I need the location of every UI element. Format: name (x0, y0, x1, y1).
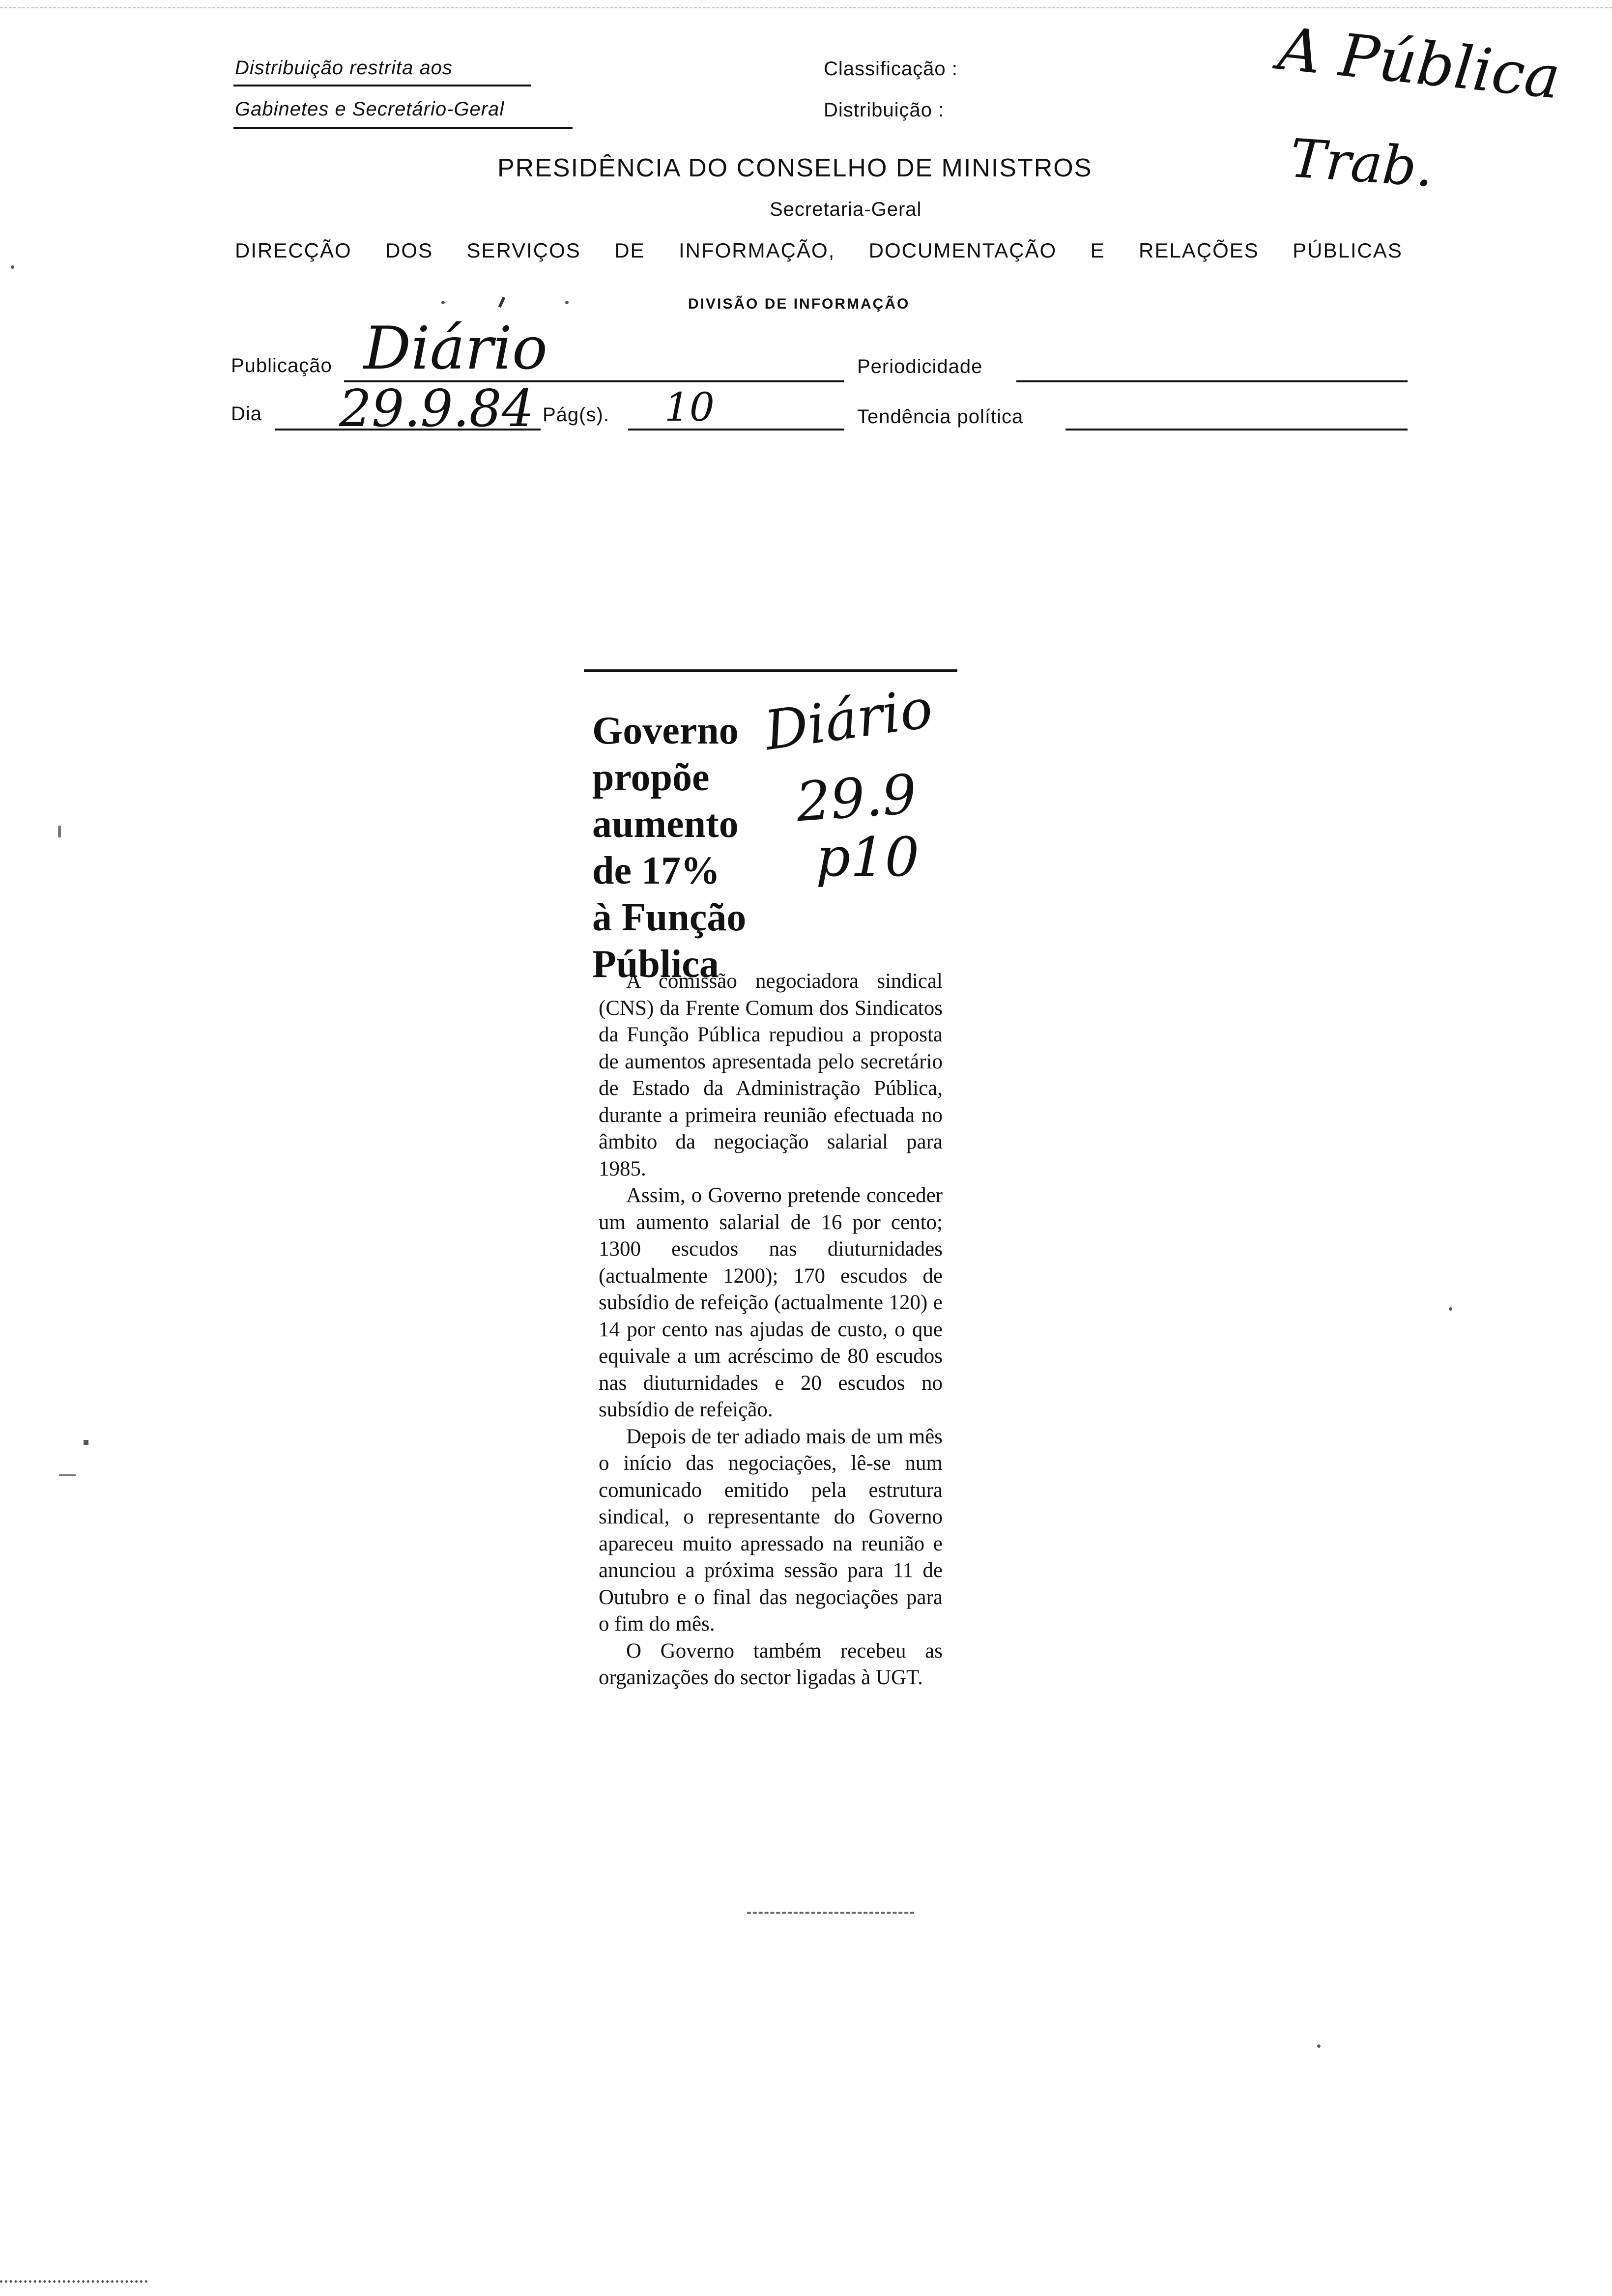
clipping-handwritten-note-1: Diário (760, 676, 937, 763)
headline-line: de 17% (592, 849, 720, 892)
distribution-underline-2 (233, 127, 573, 129)
periodicidade-line (1016, 380, 1408, 382)
stray-mark (565, 301, 569, 304)
scan-mark (58, 826, 61, 837)
dia-handwritten-value: 29.9.84 (339, 378, 534, 438)
dia-label: Dia (231, 403, 262, 425)
classificacao-label: Classificação : (824, 58, 958, 80)
pags-line (628, 429, 844, 430)
pags-label: Pág(s). (543, 404, 609, 426)
tendencia-label: Tendência política (857, 406, 1024, 428)
article-paragraph: Assim, o Governo pretende conceder um aumento salarial de 16 por cento; 1300 escudos nas diuturnidades (actualmente 1200); 170 escudos de subsídio de refeição (actualmente 120) e 14 por cento nas ajudas de custo, o que equivale a um acréscimo de 80 escudos nas diuturnidades e 20 escudos no subsídio de refeição. (599, 1184, 943, 1421)
distribution-line-1: Distribuição restrita aos (235, 57, 453, 79)
publicacao-label: Publicação (231, 355, 332, 376)
article-paragraph: A comissão negociadora sindical (CNS) da Frente Comum dos Sindicatos da Função Pública repudiou a proposta de aumentos apresentada pelo secretário de Estado da Administração Pública, durante a primeira reunião efectuada no âmbito da negociação salarial para 1985. (599, 970, 943, 1180)
scan-mark (84, 1440, 88, 1445)
scan-mark (0, 2280, 147, 2283)
corner-handwritten-note-1: A Pública (1275, 15, 1563, 113)
clipping-top-rule (584, 669, 957, 672)
scan-mark (11, 265, 14, 269)
distribution-line-2: Gabinetes e Secretário-Geral (235, 98, 505, 120)
clipping-handwritten-note-3: p10 (816, 826, 920, 889)
headline-line: propõe (592, 756, 710, 799)
article-paragraph: Depois de ter adiado mais de um mês o início das negociações, lê-se num comunicado emitido pela estrutura sindical, o representante do Governo apareceu muito apressado na reunião e anunciou a próxima sessão para 11 de Outubro e o final das negociações para o fim do mês. (599, 1425, 943, 1636)
clipping-handwritten-note-2: 29.9 (794, 762, 919, 834)
divisao-title: DIVISÃO DE INFORMAÇÃO (688, 296, 910, 312)
ministry-title: PRESIDÊNCIA DO CONSELHO DE MINISTROS (497, 154, 1093, 182)
clipping-bottom-rule (747, 1912, 914, 1914)
direccao-word: DIRECÇÃO (235, 239, 352, 262)
top-edge-line (0, 7, 1612, 8)
tendencia-line (1065, 429, 1408, 430)
headline-line: Pública (592, 943, 719, 986)
article-headline (592, 708, 789, 988)
direccao-word: DE (614, 239, 645, 262)
scan-mark (59, 1474, 76, 1476)
pags-handwritten-value: 10 (664, 384, 715, 430)
direccao-word: RELAÇÕES (1139, 239, 1259, 262)
direccao-line (235, 239, 1403, 262)
headline-line: Governo (592, 709, 739, 752)
stray-mark (441, 301, 445, 304)
publicacao-handwritten-value: Diário (364, 315, 548, 383)
article-body (599, 968, 943, 1692)
distribuicao-label: Distribuição : (824, 99, 945, 121)
direccao-word: DOS (385, 239, 433, 262)
scan-mark (1449, 1307, 1452, 1311)
direccao-word: DOCUMENTAÇÃO (868, 239, 1057, 262)
headline-line: à Função (592, 896, 747, 939)
scan-mark (1317, 2044, 1321, 2048)
direccao-word: PÚBLICAS (1293, 239, 1403, 262)
headline-line: aumento (592, 803, 739, 846)
corner-handwritten-note-2: Trab. (1288, 127, 1436, 200)
distribution-underline-1 (233, 85, 531, 86)
periodicidade-label: Periodicidade (857, 356, 983, 377)
stray-mark (498, 297, 506, 308)
secretaria-title: Secretaria-Geral (770, 199, 922, 220)
direccao-word: E (1090, 239, 1105, 262)
direccao-word: INFORMAÇÃO, (678, 239, 835, 262)
direccao-word: SERVIÇOS (466, 239, 581, 262)
article-paragraph: O Governo também recebeu as organizações do sector ligadas à UGT. (599, 1639, 943, 1689)
